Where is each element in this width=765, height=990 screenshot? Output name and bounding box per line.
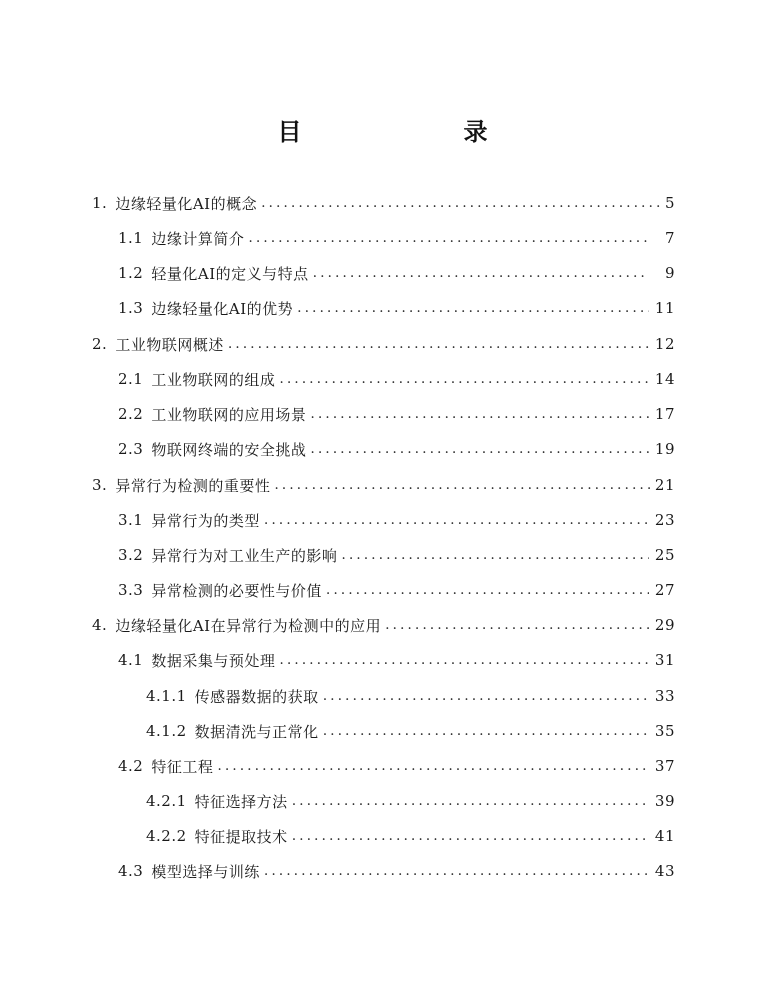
toc-entry-page: 31 <box>654 651 675 669</box>
dot-leader <box>385 617 651 633</box>
toc-entry-number: 4.2.1 <box>146 792 187 810</box>
toc-entry-title: 异常检测的必要性与价值 <box>151 581 322 600</box>
toc-entry[interactable] <box>118 575 675 605</box>
dot-leader <box>261 195 661 211</box>
dot-leader <box>248 230 649 246</box>
toc-entry-number: 1. <box>92 194 108 212</box>
toc-entry-title: 特征选择方法 <box>194 792 288 811</box>
toc-entry-page: 23 <box>654 511 675 529</box>
toc-entry-number: 1.3 <box>118 299 144 317</box>
toc-entry[interactable] <box>118 434 675 464</box>
toc-entry[interactable] <box>92 610 675 640</box>
toc-entry[interactable] <box>146 821 675 851</box>
dot-leader <box>264 863 649 879</box>
toc-entry-title: 边缘轻量化AI的优势 <box>151 299 294 318</box>
toc-title: 目 录 <box>277 118 526 146</box>
toc-entry-page: 12 <box>654 335 675 353</box>
toc-entry-number: 2.3 <box>118 440 144 458</box>
toc-entry-page: 19 <box>654 440 675 458</box>
toc-entry[interactable] <box>92 188 675 218</box>
dot-leader <box>217 758 649 774</box>
toc-entry-page: 29 <box>654 616 675 634</box>
toc-entry-title: 边缘计算简介 <box>151 229 245 248</box>
toc-entry-title: 工业物联网的应用场景 <box>151 405 307 424</box>
toc-entry-page: 27 <box>654 581 675 599</box>
toc-entry-number: 3. <box>92 476 108 494</box>
toc-entry-page: 39 <box>654 792 675 810</box>
toc-entry[interactable] <box>118 540 675 570</box>
toc-entry-page: 21 <box>654 476 675 494</box>
toc-entry[interactable] <box>118 751 675 781</box>
toc-entry-page: 33 <box>654 687 675 705</box>
toc-entry-title: 工业物联网概述 <box>115 335 224 354</box>
dot-leader <box>310 406 649 422</box>
toc-entry-page: 41 <box>654 827 675 845</box>
toc-entry-number: 4.1.2 <box>146 722 187 740</box>
toc-entry-title: 边缘轻量化AI在异常行为检测中的应用 <box>115 616 382 635</box>
toc-entry-page: 9 <box>664 264 675 282</box>
toc-entry-title: 数据清洗与正常化 <box>194 722 319 741</box>
toc-entry[interactable] <box>118 258 675 288</box>
toc-entry-number: 3.1 <box>118 511 144 529</box>
toc-entry[interactable] <box>118 645 675 675</box>
dot-leader <box>279 371 649 387</box>
toc-entry[interactable] <box>146 786 675 816</box>
toc-entry-page: 14 <box>654 370 675 388</box>
toc-entry[interactable] <box>118 505 675 535</box>
toc-entry-number: 3.3 <box>118 581 144 599</box>
dot-leader <box>292 793 649 809</box>
toc-entry-title: 物联网终端的安全挑战 <box>151 440 307 459</box>
toc-entry[interactable] <box>118 223 675 253</box>
toc-entry[interactable] <box>118 399 675 429</box>
toc-entry-number: 1.1 <box>118 229 144 247</box>
toc-entry-number: 2.2 <box>118 405 144 423</box>
dot-leader <box>279 652 649 668</box>
toc-entry-title: 轻量化AI的定义与特点 <box>151 264 309 283</box>
toc-entry-number: 4. <box>92 616 108 634</box>
toc-entry-page: 25 <box>654 546 675 564</box>
toc-entry-title: 异常行为的类型 <box>151 511 260 530</box>
toc-entry[interactable] <box>92 329 675 359</box>
toc-entry-page: 17 <box>654 405 675 423</box>
toc-entry-number: 3.2 <box>118 546 144 564</box>
toc-entry-title: 特征提取技术 <box>194 827 288 846</box>
toc-entry-title: 传感器数据的获取 <box>194 687 319 706</box>
toc-entry[interactable] <box>118 856 675 886</box>
dot-leader <box>292 828 649 844</box>
toc-entry-page: 5 <box>664 194 675 212</box>
dot-leader <box>297 300 649 316</box>
toc-entry-page: 7 <box>664 229 675 247</box>
toc-entry[interactable] <box>146 681 675 711</box>
toc-entry[interactable] <box>146 716 675 746</box>
toc-entry-title: 数据采集与预处理 <box>151 651 276 670</box>
dot-leader <box>228 336 651 352</box>
toc-entry-page: 11 <box>654 299 675 317</box>
dot-leader <box>313 265 649 281</box>
toc-entry-title: 异常行为检测的重要性 <box>115 476 271 495</box>
dot-leader <box>323 688 649 704</box>
toc-entry-title: 工业物联网的组成 <box>151 370 276 389</box>
toc-entry-number: 2. <box>92 335 108 353</box>
toc-entry-page: 43 <box>654 862 675 880</box>
dot-leader <box>326 582 649 598</box>
toc-entry-title: 模型选择与训练 <box>151 862 260 881</box>
dot-leader <box>323 723 649 739</box>
dot-leader <box>264 512 649 528</box>
toc-entry[interactable] <box>118 364 675 394</box>
toc-entry-title: 异常行为对工业生产的影响 <box>151 546 338 565</box>
toc-entry-number: 4.2 <box>118 757 144 775</box>
dot-leader <box>274 477 651 493</box>
dot-leader <box>341 547 649 563</box>
toc-entry-number: 4.1.1 <box>146 687 187 705</box>
toc-entry-page: 37 <box>654 757 675 775</box>
toc-entry-number: 4.2.2 <box>146 827 187 845</box>
dot-leader <box>310 441 649 457</box>
toc-entry-title: 特征工程 <box>151 757 214 776</box>
toc-entry-number: 1.2 <box>118 264 144 282</box>
toc-entry-page: 35 <box>654 722 675 740</box>
toc-entry-number: 4.1 <box>118 651 144 669</box>
toc-entry-number: 4.3 <box>118 862 144 880</box>
toc-entry[interactable] <box>118 293 675 323</box>
toc-entry[interactable] <box>92 470 675 500</box>
toc-entry-number: 2.1 <box>118 370 144 388</box>
toc-entry-title: 边缘轻量化AI的概念 <box>115 194 258 213</box>
